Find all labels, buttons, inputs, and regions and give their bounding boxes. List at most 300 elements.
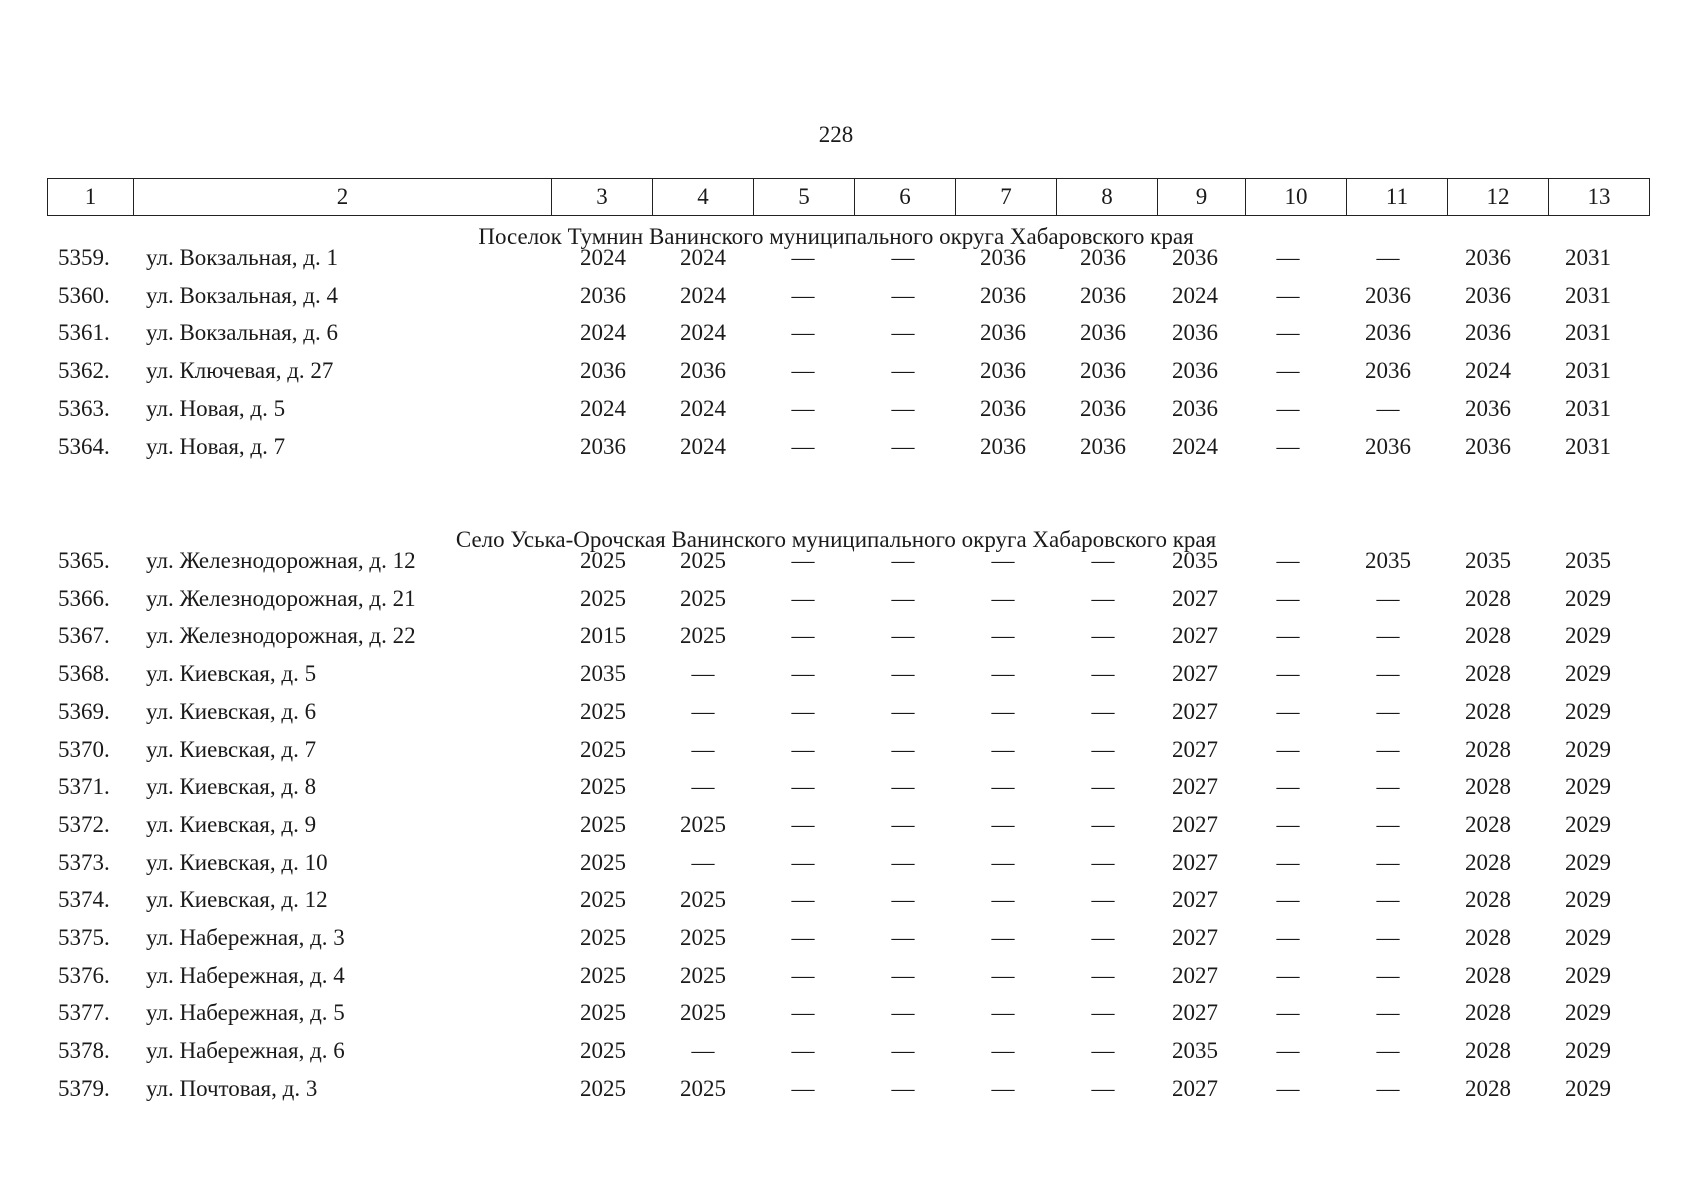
row-value: 2029 bbox=[1565, 849, 1611, 875]
row-value: — bbox=[891, 1075, 915, 1101]
row-value: 2031 bbox=[1565, 395, 1611, 421]
row-value: 2031 bbox=[1565, 358, 1611, 384]
row-value: — bbox=[991, 698, 1015, 724]
row-address: ул. Новая, д. 7 bbox=[146, 433, 286, 459]
row-address: ул. Железнодорожная, д. 21 bbox=[146, 585, 416, 611]
table-row bbox=[0, 732, 1701, 768]
row-value: — bbox=[1276, 774, 1300, 800]
table-row bbox=[0, 240, 1701, 276]
row-value: — bbox=[891, 433, 915, 459]
row-value: 2029 bbox=[1565, 698, 1611, 724]
row-address: ул. Набережная, д. 6 bbox=[146, 1038, 345, 1064]
row-value: — bbox=[1091, 1038, 1115, 1064]
row-value: — bbox=[1276, 585, 1300, 611]
row-value: 2028 bbox=[1465, 1075, 1511, 1101]
row-value: 2027 bbox=[1172, 925, 1218, 950]
row-value: — bbox=[891, 585, 915, 611]
row-value: — bbox=[991, 811, 1015, 837]
row-value: 2028 bbox=[1465, 661, 1511, 687]
row-number: 5378. bbox=[58, 1038, 110, 1064]
row-value: 2035 bbox=[1172, 548, 1218, 573]
row-value: 2025 bbox=[580, 1038, 626, 1064]
row-value: — bbox=[1091, 623, 1115, 649]
row-value: — bbox=[1276, 849, 1300, 875]
row-value: — bbox=[891, 698, 915, 724]
row-value: — bbox=[691, 1038, 715, 1064]
table-row bbox=[0, 618, 1701, 654]
row-number: 5372. bbox=[58, 811, 110, 837]
row-value: 2035 bbox=[1465, 548, 1511, 573]
row-number: 5367. bbox=[58, 623, 110, 649]
table-row bbox=[0, 882, 1701, 918]
row-value: 2027 bbox=[1172, 811, 1218, 837]
row-value: 2024 bbox=[680, 395, 726, 421]
row-value: — bbox=[791, 736, 815, 762]
row-value: 2035 bbox=[580, 661, 626, 687]
column-header: 10 bbox=[1246, 179, 1347, 216]
row-value: — bbox=[1276, 736, 1300, 762]
row-value: — bbox=[891, 887, 915, 913]
row-value: 2035 bbox=[1172, 1038, 1218, 1064]
row-value: — bbox=[1091, 585, 1115, 611]
row-value: 2028 bbox=[1465, 774, 1511, 800]
row-value: — bbox=[891, 623, 915, 649]
row-value: — bbox=[991, 661, 1015, 687]
row-number: 5370. bbox=[58, 736, 110, 762]
row-address: ул. Железнодорожная, д. 12 bbox=[146, 548, 416, 573]
row-value: — bbox=[891, 245, 915, 270]
row-address: ул. Ключевая, д. 27 bbox=[146, 358, 334, 384]
row-value: 2027 bbox=[1172, 736, 1218, 762]
row-value: 2025 bbox=[580, 811, 626, 837]
row-number: 5375. bbox=[58, 925, 110, 950]
row-value: 2036 bbox=[580, 433, 626, 459]
row-address: ул. Набережная, д. 4 bbox=[146, 962, 345, 988]
row-value: 2036 bbox=[1080, 395, 1126, 421]
row-value: 2024 bbox=[580, 245, 626, 270]
row-value: — bbox=[1376, 736, 1400, 762]
row-value: — bbox=[791, 811, 815, 837]
row-value: — bbox=[1091, 736, 1115, 762]
table-row bbox=[0, 958, 1701, 994]
row-value: 2025 bbox=[580, 736, 626, 762]
table-row bbox=[0, 429, 1701, 465]
row-value: — bbox=[1376, 962, 1400, 988]
row-value: — bbox=[991, 887, 1015, 913]
row-value: — bbox=[791, 887, 815, 913]
column-header: 13 bbox=[1549, 179, 1650, 216]
row-value: 2028 bbox=[1465, 623, 1511, 649]
table-row bbox=[0, 920, 1701, 956]
row-value: 2029 bbox=[1565, 887, 1611, 913]
row-address: ул. Киевская, д. 5 bbox=[146, 661, 317, 687]
row-value: — bbox=[1091, 548, 1115, 573]
row-value: — bbox=[991, 925, 1015, 950]
row-value: — bbox=[891, 1038, 915, 1064]
row-number: 5359. bbox=[58, 245, 110, 270]
row-value: — bbox=[1276, 282, 1300, 308]
row-value: — bbox=[791, 698, 815, 724]
row-value: 2024 bbox=[680, 433, 726, 459]
row-value: — bbox=[1376, 1038, 1400, 1064]
row-value: — bbox=[1091, 962, 1115, 988]
row-value: — bbox=[791, 282, 815, 308]
row-value: 2029 bbox=[1565, 774, 1611, 800]
row-value: 2025 bbox=[580, 962, 626, 988]
row-number: 5374. bbox=[58, 887, 110, 913]
row-value: — bbox=[1376, 1075, 1400, 1101]
row-value: 2036 bbox=[1080, 282, 1126, 308]
table-row bbox=[0, 845, 1701, 881]
row-value: 2025 bbox=[580, 774, 626, 800]
row-value: 2024 bbox=[1172, 433, 1218, 459]
row-value: — bbox=[891, 925, 915, 950]
row-value: 2028 bbox=[1465, 585, 1511, 611]
column-header: 8 bbox=[1057, 179, 1158, 216]
row-value: — bbox=[1276, 623, 1300, 649]
row-value: 2024 bbox=[580, 320, 626, 346]
table-row bbox=[0, 315, 1701, 351]
row-value: 2024 bbox=[680, 282, 726, 308]
row-number: 5361. bbox=[58, 320, 110, 346]
row-value: 2025 bbox=[680, 925, 726, 950]
row-value: — bbox=[891, 962, 915, 988]
row-value: 2036 bbox=[1080, 320, 1126, 346]
table-row bbox=[0, 769, 1701, 805]
row-value: 2027 bbox=[1172, 698, 1218, 724]
row-value: 2025 bbox=[680, 887, 726, 913]
row-value: 2029 bbox=[1565, 585, 1611, 611]
column-header: 12 bbox=[1448, 179, 1549, 216]
row-value: 2025 bbox=[680, 623, 726, 649]
row-value: — bbox=[1276, 358, 1300, 384]
row-value: 2025 bbox=[580, 1075, 626, 1101]
row-value: — bbox=[891, 661, 915, 687]
row-value: — bbox=[691, 736, 715, 762]
row-value: — bbox=[691, 849, 715, 875]
row-value: 2036 bbox=[1465, 282, 1511, 308]
column-header-row bbox=[48, 179, 1650, 216]
row-value: — bbox=[1276, 887, 1300, 913]
row-value: 2029 bbox=[1565, 1000, 1611, 1026]
row-value: 2028 bbox=[1465, 736, 1511, 762]
row-value: 2029 bbox=[1565, 736, 1611, 762]
row-value: — bbox=[1376, 585, 1400, 611]
row-value: 2035 bbox=[1365, 548, 1411, 573]
row-value: 2025 bbox=[680, 548, 726, 573]
row-number: 5369. bbox=[58, 698, 110, 724]
row-value: 2028 bbox=[1465, 849, 1511, 875]
row-value: 2036 bbox=[1465, 395, 1511, 421]
row-value: — bbox=[891, 282, 915, 308]
row-value: — bbox=[791, 925, 815, 950]
row-value: 2036 bbox=[1172, 320, 1218, 346]
row-value: — bbox=[1276, 698, 1300, 724]
column-header: 1 bbox=[48, 179, 134, 216]
row-value: — bbox=[991, 1038, 1015, 1064]
row-address: ул. Киевская, д. 12 bbox=[146, 887, 328, 913]
row-value: — bbox=[1276, 395, 1300, 421]
row-value: — bbox=[1276, 320, 1300, 346]
row-value: 2036 bbox=[680, 358, 726, 384]
row-value: — bbox=[1376, 887, 1400, 913]
table-row bbox=[0, 391, 1701, 427]
row-value: — bbox=[891, 736, 915, 762]
row-value: 2028 bbox=[1465, 1038, 1511, 1064]
row-value: 2025 bbox=[580, 1000, 626, 1026]
row-value: 2036 bbox=[980, 395, 1026, 421]
row-value: 2024 bbox=[680, 320, 726, 346]
row-value: 2025 bbox=[680, 1075, 726, 1101]
row-value: 2025 bbox=[580, 849, 626, 875]
row-value: 2027 bbox=[1172, 774, 1218, 800]
row-number: 5364. bbox=[58, 433, 110, 459]
row-value: 2036 bbox=[1365, 433, 1411, 459]
column-header: 11 bbox=[1347, 179, 1448, 216]
row-address: ул. Киевская, д. 8 bbox=[146, 774, 317, 800]
row-value: 2036 bbox=[980, 245, 1026, 270]
row-value: 2029 bbox=[1565, 962, 1611, 988]
row-value: — bbox=[791, 623, 815, 649]
row-value: — bbox=[791, 849, 815, 875]
row-value: 2036 bbox=[1172, 358, 1218, 384]
row-value: — bbox=[1276, 548, 1300, 573]
row-value: 2036 bbox=[980, 433, 1026, 459]
column-header: 4 bbox=[653, 179, 754, 216]
row-value: — bbox=[1276, 1075, 1300, 1101]
row-value: 2036 bbox=[1080, 245, 1126, 270]
row-number: 5371. bbox=[58, 774, 110, 800]
column-header: 5 bbox=[754, 179, 855, 216]
row-value: 2027 bbox=[1172, 1000, 1218, 1026]
row-value: — bbox=[1091, 774, 1115, 800]
row-value: 2028 bbox=[1465, 698, 1511, 724]
row-value: — bbox=[791, 1000, 815, 1026]
row-value: — bbox=[1376, 1000, 1400, 1026]
row-value: 2031 bbox=[1565, 433, 1611, 459]
row-value: — bbox=[791, 1075, 815, 1101]
row-value: 2029 bbox=[1565, 1075, 1611, 1101]
table-row bbox=[0, 807, 1701, 843]
row-value: — bbox=[1276, 962, 1300, 988]
row-address: ул. Киевская, д. 7 bbox=[146, 736, 317, 762]
row-value: — bbox=[791, 962, 815, 988]
table-row bbox=[0, 278, 1701, 314]
row-value: — bbox=[991, 774, 1015, 800]
row-value: — bbox=[1376, 661, 1400, 687]
row-address: ул. Почтовая, д. 3 bbox=[146, 1075, 318, 1101]
row-value: — bbox=[791, 585, 815, 611]
row-value: 2036 bbox=[1172, 395, 1218, 421]
row-value: 2025 bbox=[680, 1000, 726, 1026]
row-value: 2029 bbox=[1565, 1038, 1611, 1064]
row-address: ул. Киевская, д. 9 bbox=[146, 811, 317, 837]
row-value: — bbox=[791, 774, 815, 800]
row-value: — bbox=[1376, 245, 1400, 270]
row-value: 2036 bbox=[1365, 320, 1411, 346]
row-value: 2036 bbox=[1172, 245, 1218, 270]
row-value: 2031 bbox=[1565, 245, 1611, 270]
row-value: — bbox=[891, 548, 915, 573]
row-value: 2025 bbox=[580, 887, 626, 913]
row-value: 2028 bbox=[1465, 962, 1511, 988]
row-value: — bbox=[1376, 395, 1400, 421]
row-value: — bbox=[1276, 1000, 1300, 1026]
row-value: — bbox=[691, 698, 715, 724]
row-value: — bbox=[1376, 849, 1400, 875]
row-value: — bbox=[1276, 661, 1300, 687]
column-header: 6 bbox=[855, 179, 956, 216]
column-header-table bbox=[47, 178, 1650, 216]
row-address: ул. Железнодорожная, д. 22 bbox=[146, 623, 416, 649]
row-value: 2036 bbox=[580, 358, 626, 384]
row-value: — bbox=[1091, 811, 1115, 837]
row-number: 5362. bbox=[58, 358, 110, 384]
row-value: — bbox=[1376, 811, 1400, 837]
row-value: 2036 bbox=[1465, 320, 1511, 346]
row-value: — bbox=[791, 395, 815, 421]
row-number: 5377. bbox=[58, 1000, 110, 1026]
row-value: — bbox=[1276, 811, 1300, 837]
row-value: — bbox=[891, 1000, 915, 1026]
row-value: — bbox=[1376, 698, 1400, 724]
row-value: 2036 bbox=[1080, 433, 1126, 459]
table-row bbox=[0, 995, 1701, 1031]
row-number: 5366. bbox=[58, 585, 110, 611]
row-value: — bbox=[1276, 433, 1300, 459]
row-value: 2028 bbox=[1465, 925, 1511, 950]
row-value: — bbox=[991, 585, 1015, 611]
section-title: Поселок Тумнин Ванинского муниципального округа Хабаровского края bbox=[478, 224, 1194, 249]
row-value: — bbox=[991, 1000, 1015, 1026]
row-value: 2035 bbox=[1565, 548, 1611, 573]
table-row bbox=[0, 543, 1701, 579]
row-value: — bbox=[991, 1075, 1015, 1101]
row-value: 2027 bbox=[1172, 1075, 1218, 1101]
row-value: 2036 bbox=[580, 282, 626, 308]
row-value: 2025 bbox=[680, 962, 726, 988]
row-value: — bbox=[991, 623, 1015, 649]
row-value: — bbox=[1091, 849, 1115, 875]
row-value: — bbox=[1276, 925, 1300, 950]
table-row bbox=[0, 353, 1701, 389]
row-value: 2036 bbox=[1365, 282, 1411, 308]
row-value: 2036 bbox=[980, 282, 1026, 308]
row-value: 2036 bbox=[1365, 358, 1411, 384]
row-value: — bbox=[1376, 925, 1400, 950]
row-value: 2028 bbox=[1465, 811, 1511, 837]
row-value: 2028 bbox=[1465, 1000, 1511, 1026]
row-number: 5376. bbox=[58, 962, 110, 988]
row-value: 2027 bbox=[1172, 887, 1218, 913]
row-value: — bbox=[891, 849, 915, 875]
row-value: — bbox=[891, 774, 915, 800]
row-address: ул. Киевская, д. 10 bbox=[146, 849, 328, 875]
row-value: 2025 bbox=[680, 585, 726, 611]
row-value: 2025 bbox=[680, 811, 726, 837]
row-value: 2025 bbox=[580, 698, 626, 724]
table-row bbox=[0, 581, 1701, 617]
table-row bbox=[0, 1033, 1701, 1069]
table-row bbox=[0, 694, 1701, 730]
row-number: 5365. bbox=[58, 548, 110, 573]
row-value: 2025 bbox=[580, 585, 626, 611]
row-number: 5373. bbox=[58, 849, 110, 875]
row-value: 2036 bbox=[1465, 433, 1511, 459]
row-value: 2015 bbox=[580, 623, 626, 649]
row-value: — bbox=[791, 358, 815, 384]
column-header: 7 bbox=[956, 179, 1057, 216]
row-value: — bbox=[991, 849, 1015, 875]
row-value: — bbox=[1376, 774, 1400, 800]
section-title: Село Уська-Орочская Ванинского муниципального округа Хабаровского края bbox=[455, 527, 1217, 552]
row-address: ул. Набережная, д. 3 bbox=[146, 925, 345, 950]
row-value: — bbox=[1091, 698, 1115, 724]
row-value: 2027 bbox=[1172, 962, 1218, 988]
row-address: ул. Киевская, д. 6 bbox=[146, 698, 317, 724]
row-value: — bbox=[791, 1038, 815, 1064]
row-value: — bbox=[891, 395, 915, 421]
row-value: 2029 bbox=[1565, 811, 1611, 837]
row-address: ул. Вокзальная, д. 6 bbox=[146, 320, 338, 346]
row-value: 2029 bbox=[1565, 623, 1611, 649]
row-value: 2024 bbox=[680, 245, 726, 270]
row-value: — bbox=[791, 320, 815, 346]
row-number: 5363. bbox=[58, 395, 110, 421]
row-value: 2025 bbox=[580, 925, 626, 950]
row-value: 2024 bbox=[580, 395, 626, 421]
row-value: 2024 bbox=[1465, 358, 1511, 384]
row-value: — bbox=[791, 433, 815, 459]
column-header: 2 bbox=[134, 179, 552, 216]
row-value: — bbox=[1091, 925, 1115, 950]
column-header: 3 bbox=[552, 179, 653, 216]
row-value: 2027 bbox=[1172, 585, 1218, 611]
row-value: — bbox=[891, 320, 915, 346]
row-value: 2029 bbox=[1565, 661, 1611, 687]
row-number: 5379. bbox=[58, 1075, 110, 1101]
page-number: 228 bbox=[818, 122, 854, 147]
row-value: — bbox=[691, 774, 715, 800]
row-value: — bbox=[1276, 1038, 1300, 1064]
row-value: — bbox=[991, 548, 1015, 573]
row-value: — bbox=[791, 245, 815, 270]
row-value: 2027 bbox=[1172, 623, 1218, 649]
row-address: ул. Новая, д. 5 bbox=[146, 395, 286, 421]
column-header: 9 bbox=[1158, 179, 1246, 216]
row-value: — bbox=[1091, 661, 1115, 687]
row-value: 2024 bbox=[1172, 282, 1218, 308]
row-value: — bbox=[691, 661, 715, 687]
row-value: 2036 bbox=[980, 358, 1026, 384]
row-value: — bbox=[891, 811, 915, 837]
row-value: 2036 bbox=[1080, 358, 1126, 384]
row-value: — bbox=[891, 358, 915, 384]
row-value: — bbox=[791, 661, 815, 687]
row-number: 5368. bbox=[58, 661, 110, 687]
row-address: ул. Набережная, д. 5 bbox=[146, 1000, 345, 1026]
row-value: — bbox=[991, 962, 1015, 988]
table-row bbox=[0, 656, 1701, 692]
row-number: 5360. bbox=[58, 282, 110, 308]
row-value: 2027 bbox=[1172, 849, 1218, 875]
row-value: 2025 bbox=[580, 548, 626, 573]
row-value: 2028 bbox=[1465, 887, 1511, 913]
row-value: — bbox=[1091, 887, 1115, 913]
row-value: — bbox=[791, 548, 815, 573]
row-value: 2036 bbox=[980, 320, 1026, 346]
row-value: 2029 bbox=[1565, 925, 1611, 950]
